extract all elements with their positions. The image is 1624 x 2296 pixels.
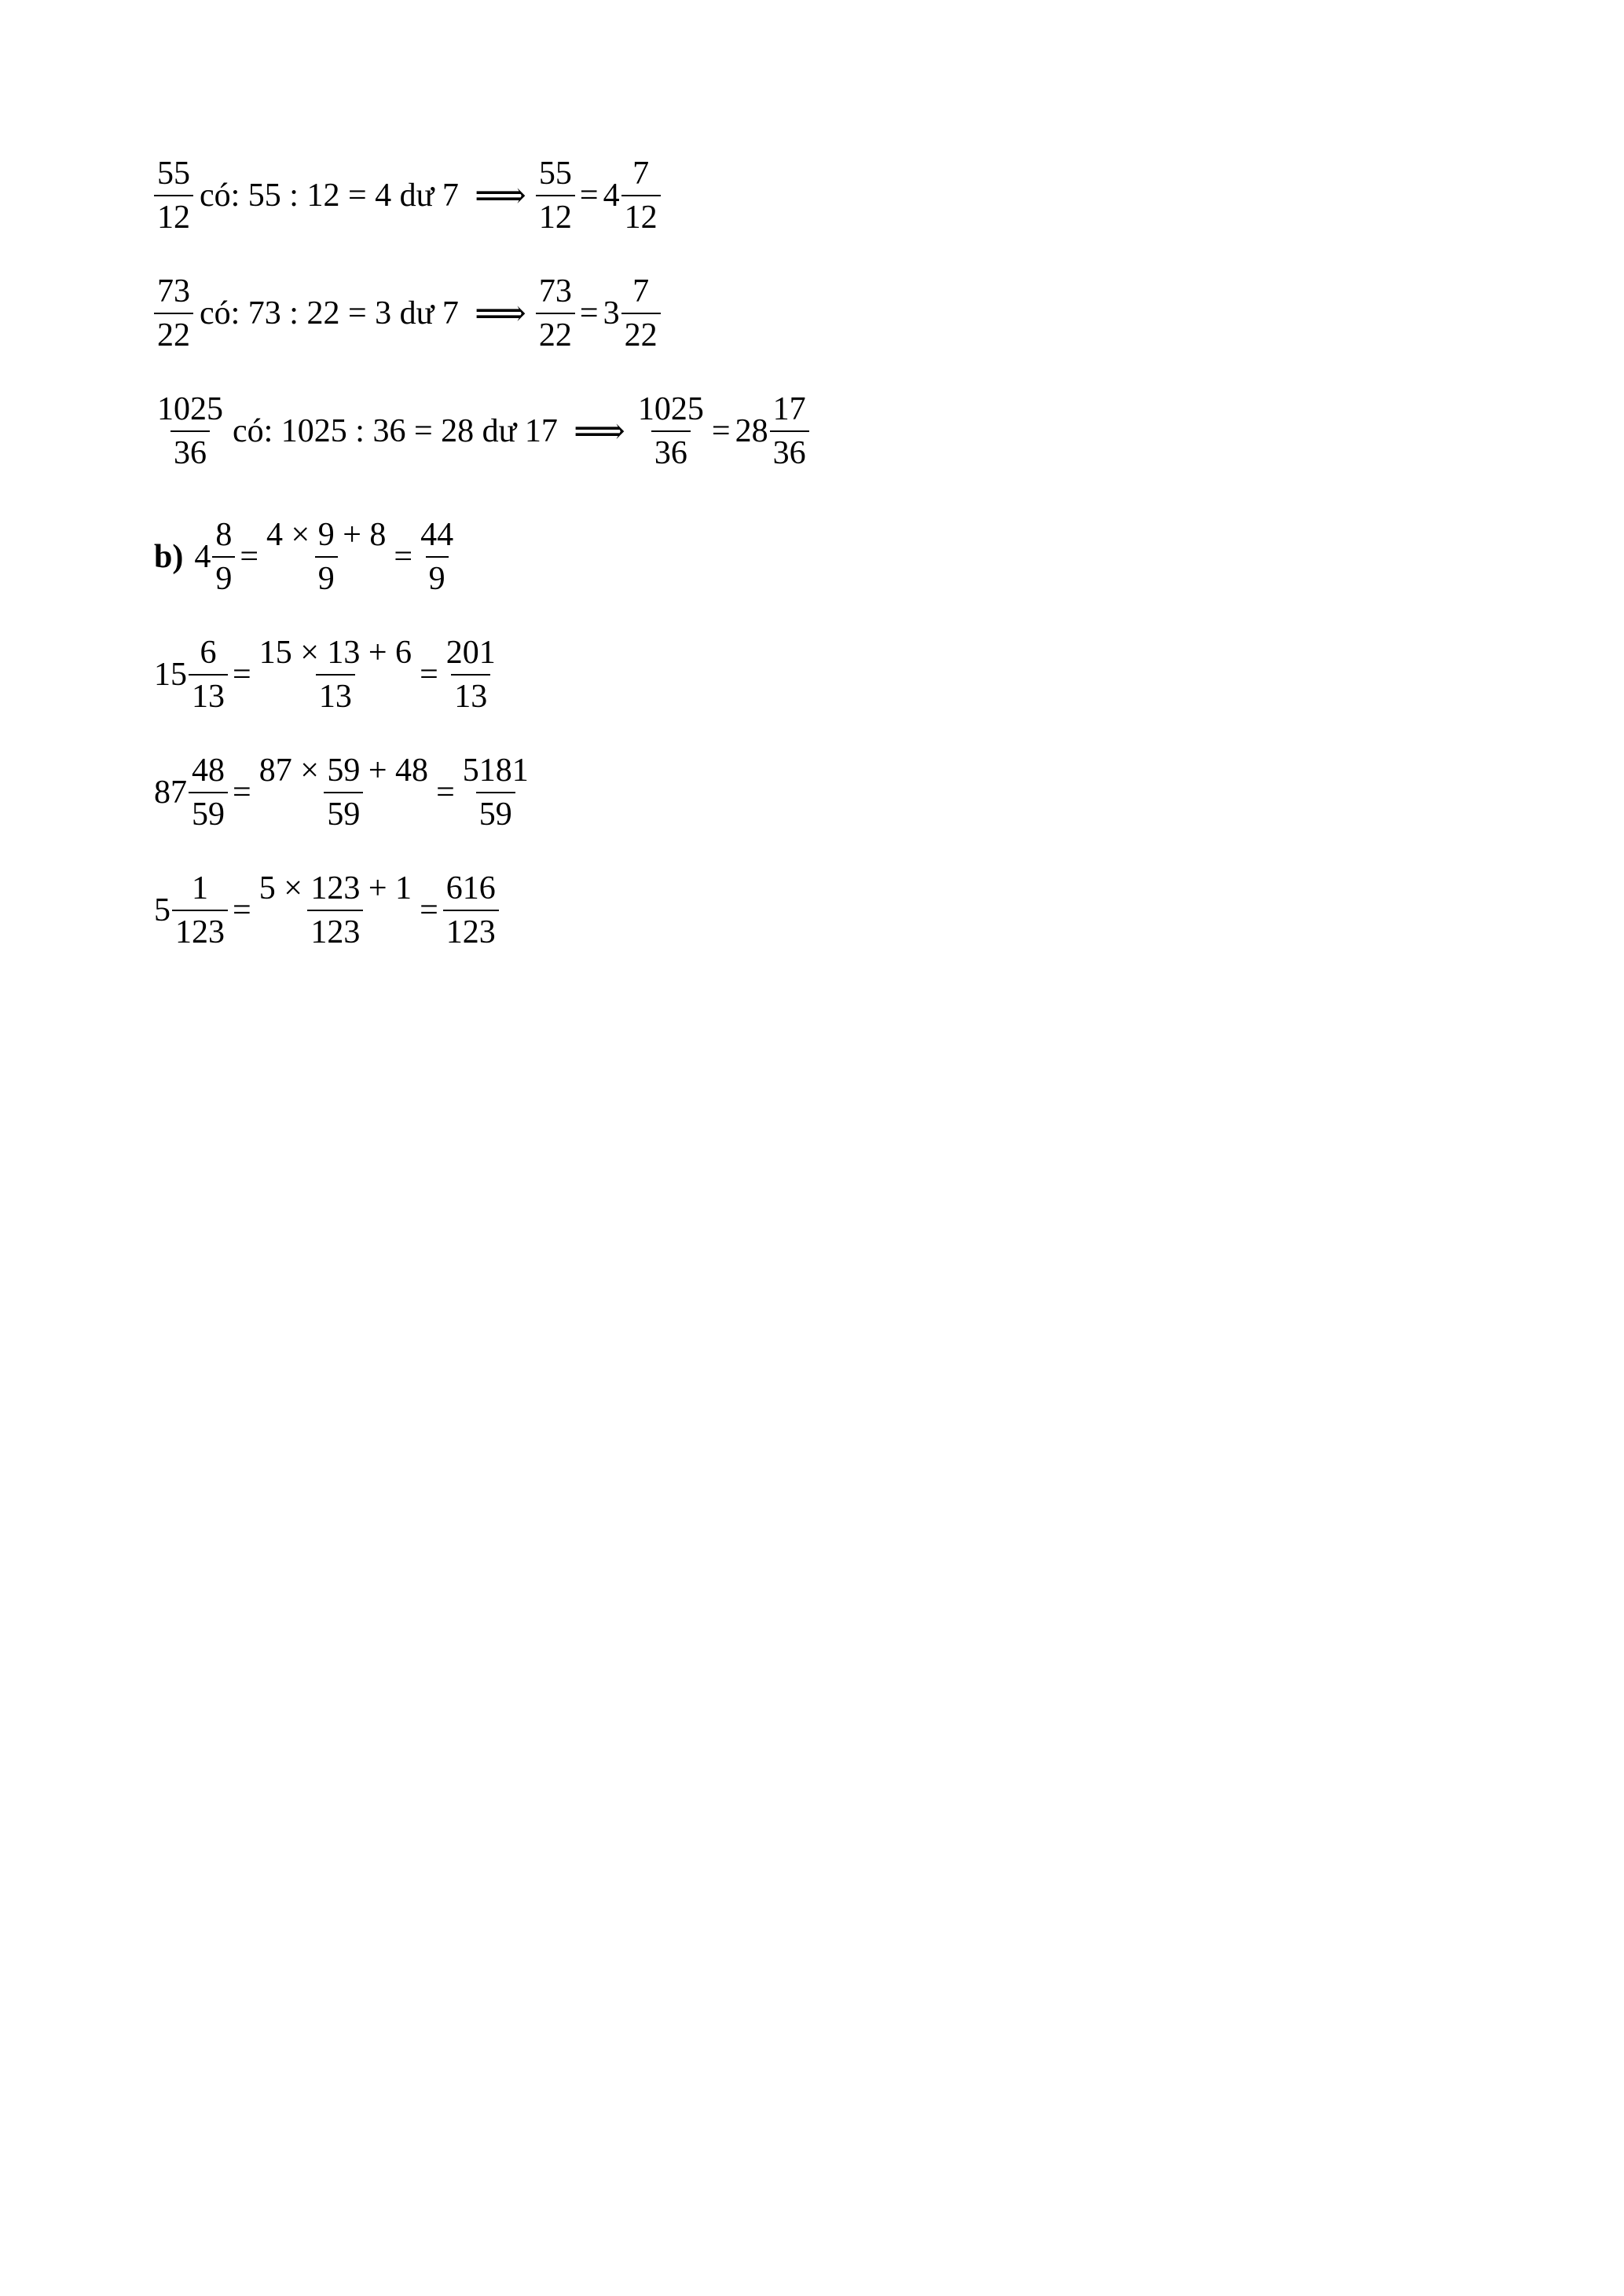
implies-arrow: ⟹: [573, 411, 625, 451]
division-text: có: 55 : 12 = 4 dư 7: [200, 178, 459, 214]
denominator: 12: [536, 195, 575, 234]
numerator: 8: [215, 517, 233, 553]
numerator: 17: [772, 391, 806, 427]
denominator: 9: [212, 556, 235, 595]
numerator: 87 × 59 + 48: [258, 753, 429, 789]
mixed-to-improper-line-2: [154, 636, 499, 713]
mixed-fraction-part: [189, 636, 228, 713]
equals-sign: =: [240, 539, 259, 575]
mixed-fraction-part: [212, 518, 235, 595]
denominator: 123: [307, 910, 363, 949]
mixed-fraction-part: [172, 872, 228, 949]
mixed-fraction-part: [189, 754, 228, 831]
improper-fraction: [154, 393, 226, 470]
denominator: 12: [154, 195, 193, 234]
whole-part: 28: [735, 413, 768, 449]
equals-sign: =: [394, 539, 413, 575]
whole-part: 5: [154, 892, 170, 928]
improper-fraction: [154, 275, 193, 352]
denominator: 59: [189, 792, 228, 831]
numerator: 7: [632, 156, 650, 192]
denominator: 59: [324, 792, 363, 831]
mixed-fraction-part: [621, 157, 661, 234]
equals-sign: =: [579, 178, 599, 214]
expression-fraction: [256, 872, 415, 949]
denominator: 123: [443, 910, 499, 949]
conversion-line-3: [154, 393, 809, 470]
numerator: 7: [632, 273, 650, 309]
equals-sign: =: [420, 657, 438, 693]
improper-fraction: [635, 393, 707, 470]
denominator: 36: [770, 430, 809, 470]
equals-sign: =: [711, 413, 731, 449]
part-b-label: b): [154, 539, 184, 575]
improper-fraction: [154, 157, 193, 234]
division-text: có: 73 : 22 = 3 dư 7: [200, 295, 459, 331]
numerator: 44: [420, 517, 454, 553]
division-text: có: 1025 : 36 = 28 dư 17: [233, 413, 558, 449]
denominator: 22: [621, 313, 661, 352]
denominator: 36: [651, 430, 691, 470]
equals-sign: =: [233, 892, 251, 928]
numerator: 15 × 13 + 6: [258, 635, 412, 671]
result-fraction: [460, 754, 532, 831]
numerator: 5181: [462, 753, 529, 789]
numerator: 6: [200, 635, 217, 671]
whole-part: 15: [154, 657, 187, 693]
expression-fraction: [263, 518, 389, 595]
expression-fraction: [256, 754, 431, 831]
denominator: 123: [172, 910, 228, 949]
conversion-line-1: [154, 157, 661, 234]
numerator: 55: [157, 156, 190, 192]
mixed-fraction-part: [770, 393, 809, 470]
denominator: 9: [426, 556, 449, 595]
numerator: 5 × 123 + 1: [258, 870, 412, 906]
mixed-to-improper-line-4: [154, 872, 499, 949]
whole-part: 87: [154, 774, 187, 811]
equals-sign: =: [579, 295, 599, 331]
mixed-fraction-part: [621, 275, 661, 352]
numerator: 73: [538, 273, 572, 309]
denominator: 13: [189, 674, 228, 713]
denominator: 12: [621, 195, 661, 234]
whole-part: 4: [194, 539, 211, 575]
improper-fraction: [536, 157, 575, 234]
numerator: 48: [192, 753, 225, 789]
numerator: 55: [538, 156, 572, 192]
implies-arrow: ⟹: [474, 175, 526, 215]
numerator: 1025: [637, 391, 704, 427]
expression-fraction: [256, 636, 415, 713]
implies-arrow: ⟹: [474, 293, 526, 333]
whole-part: 3: [603, 295, 620, 331]
denominator: 13: [316, 674, 355, 713]
mixed-to-improper-line-3: [154, 754, 532, 831]
mixed-to-improper-line-1: [154, 518, 456, 595]
result-fraction: [443, 872, 499, 949]
numerator: 1025: [157, 391, 223, 427]
equals-sign: =: [233, 657, 251, 693]
numerator: 1: [192, 870, 208, 906]
denominator: 36: [170, 430, 210, 470]
denominator: 9: [315, 556, 338, 595]
equals-sign: =: [436, 774, 455, 811]
result-fraction: [417, 518, 456, 595]
whole-part: 4: [603, 178, 620, 214]
conversion-line-2: [154, 275, 661, 352]
denominator: 22: [536, 313, 575, 352]
denominator: 22: [154, 313, 193, 352]
numerator: 4 × 9 + 8: [266, 517, 387, 553]
numerator: 616: [445, 870, 496, 906]
equals-sign: =: [420, 892, 438, 928]
numerator: 201: [445, 635, 496, 671]
numerator: 73: [157, 273, 190, 309]
result-fraction: [443, 636, 499, 713]
improper-fraction: [536, 275, 575, 352]
equals-sign: =: [233, 774, 251, 811]
denominator: 59: [476, 792, 515, 831]
denominator: 13: [451, 674, 490, 713]
